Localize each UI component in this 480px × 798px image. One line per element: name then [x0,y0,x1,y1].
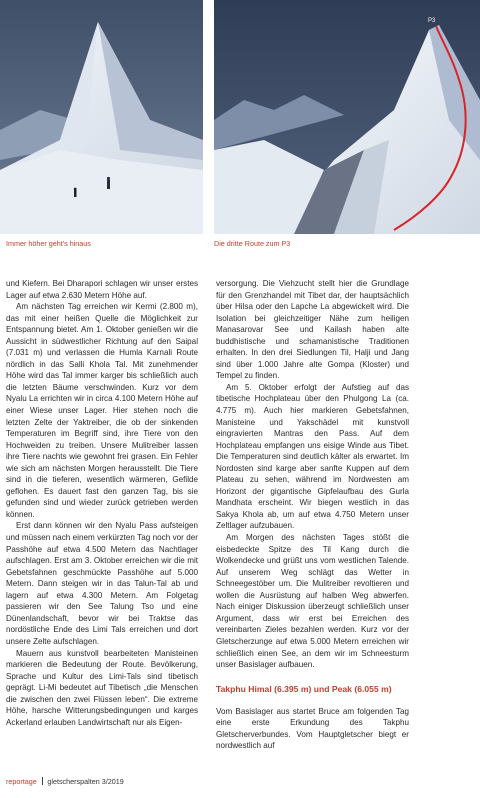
photo-caption-left: Immer höher geht's hinaus [6,239,91,248]
section-heading: Takphu Himal (6.395 m) und Peak (6.055 m) [216,683,392,694]
text-column-left [6,278,198,728]
text-column-right [216,278,409,752]
footer-divider [42,777,43,785]
page-footer [6,777,124,786]
paragraph: Erst dann können wir den Nyalu Pass aufsteigen und müssen nach einem verkürzten Tag noch vor der Passhöhe auf etwa 4.500 Metern das Nachtlager aufschlagen. Erst am 3. Oktober erreichen wir die mit Gebetsfahnen geschmückte Passhöhe auf 5.000 Metern. Dann steigen wir in das Talun-Tal ab und lagern auf etwa 4.300 Metern. Am Folgetag passieren wir den See Talung Tso und eine Dünenlandschaft, bevor wir bei Traktse das nordöstliche Ende des Limi Tals erreichen und dort unsere Zelte aufschlagen. [6,521,198,646]
paragraph: Am 5. Oktober erfolgt der Aufstieg auf das tibetische Hochplateau über den Phulgong La (ca. 4.775 m). Auch hier markieren Gebetsfahnen, Manisteine und Yakschädel mit kunstvoll eingravierten Mantras den Pass. Auf dem Hochplateau empfangen uns eisige Winde aus Tibet. Die Temperaturen sind deutlich kälter als erwartet. Im Nordosten sind karge aber sanfte Kuppen auf dem Plateau zu sehen, während im Nordwesten am Horizont der gigantische Gipfelaufbau des Gurla Mandhata erscheint. Wir biegen westlich in das Sakya Khola ab, um auf etwa 4.750 Metern unser Zeltlager aufzubauen. [216,382,409,531]
peak-label-p3: P3 [428,18,436,24]
paragraph: versorgung. Die Viehzucht stellt hier die Grundlage für den Grenzhandel mit Tibet dar, der hauptsächlich über Hilsa oder den Lapche La abgewickelt wird. Die Isolation bei gleichzeitiger Nähe zum heiligen Manasarovar See und Kailash haben alte buddhistische und schamanistische Traditionen erhalten. In den drei Siedlungen Til, Halji und Jang sind über 1.000 Jahre alte Gompa (Kloster) und Tempel zu finden. [216,279,409,381]
snow-ridge-image [0,0,203,234]
paragraph: Am Morgen des nächsten Tages stößt die eisbedeckte Spitze des Til Kang durch die Wolkendecke und grüßt uns vom westlichen Talende. Auf unserem Weg schlägt das Wetter in Schneegestöber um. Die Mulitreiber revoltieren und wollen die Ausrüstung auf halben Weg abwerfen. Nach einiger Diskussion überzeugt schließlich unser Argument, dass wir erst bei Erreichen des vereinbarten Zieles bezahlen werden. Kurz vor der Gletscherzunge auf etwa 5.000 Metern erreichen wir schließlich einen See, an dem wir im Schneesturm unser Basislager aufbauen. [216,533,409,670]
photo-caption-right: Die dritte Route zum P3 [214,239,291,248]
photo-snow-ridge [0,0,203,234]
paragraph: Am nächsten Tag erreichen wir Kermi (2.800 m), das mit einer heißen Quelle die Möglichkeit zur Entspannung bietet. Am 1. Oktober genießen wir die Aussicht in südwestlicher Richtung auf den Saipal (7.031 m) und verlassen die Humla Karnali Route nördlich in das Salli Khola Tal. Mit zunehmender Höhe wird das Tal immer karger bis schließlich auch die letzten Bäume verschwinden. Kurz vor dem Nyalu La errichten wir in circa 4.100 Metern Höhe auf einer Wiese unser Lager. Hier stehen noch die letzten Zelte der Yaktreiber, die ob der sinkenden Temperaturen im Begriff sind, ihre Tiere von den Hochweiden zu treiben. Unsere Mulitreiber lassen ihre Tiere nachts wie gewohnt frei grasen. Ein Fehler wie sich am nächsten Morgen herausstellt. Die Tiere sind in die tieferen, wesentlich wärmeren, Gefilde geflohen. Es dauert fast den ganzen Tag, bis sie gefunden sind und wieder zurück getrieben werden können. [6,302,198,519]
paragraph: und Kiefern. Bei Dharapori schlagen wir unser erstes Lager auf etwa 2.630 Metern Höhe auf. [6,279,198,300]
footer-magazine-issue: gletscherspalten 3/2019 [47,777,124,786]
photo-route-p3 [214,0,480,234]
paragraph: Vom Basislager aus startet Bruce am folgenden Tag eine erste Erkundung des Takphu Gletscherverbundes. Vom Hauptgletscher biegt er nordwestlich auf [216,706,409,751]
route-p3-image [214,0,480,234]
footer-section-label: reportage [6,777,37,786]
paragraph: Mauern aus kunstvoll bearbeiteten Manisteinen markieren die Bedeutung der Route. Bevölkerung, Sprache und Kultur des Limi-Tals sind tibetisch geprägt. Li-Mi bedeutet auf Tibetisch „die Menschen die zwischen den zwei Flüssen leben“. Die extreme Höhe, harsche Witterungsbedingungen und karges Ackerland erlauben Landwirtschaft nur als Eigen- [6,648,198,727]
